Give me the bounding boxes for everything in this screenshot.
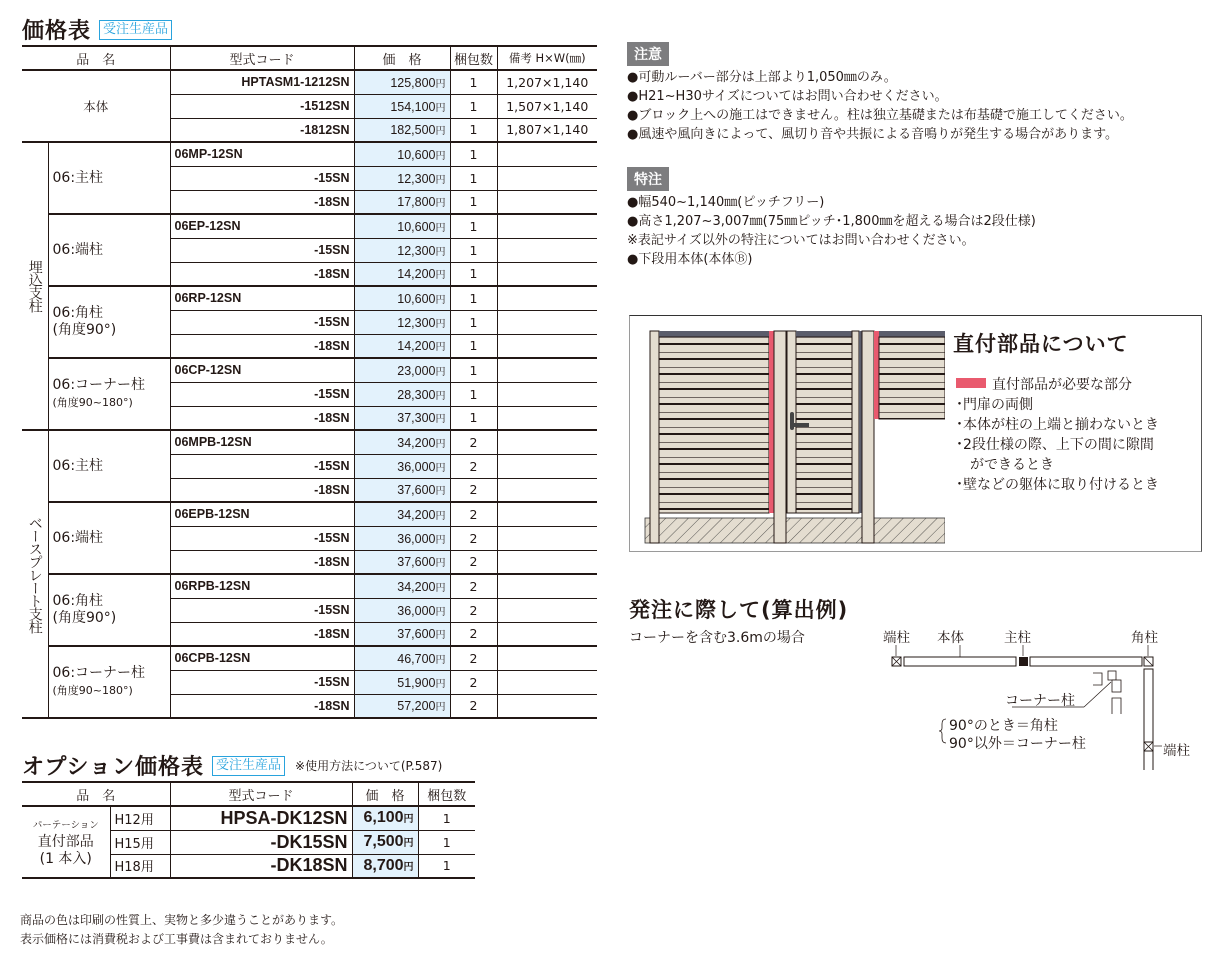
direct-parts-item: ･門扉の両側 [956, 397, 1033, 413]
footer-note: 商品の色は印刷の性質上、実物と多少違うことがあります。 [20, 913, 344, 927]
header-code: 型式コード [170, 46, 354, 70]
price: 37,600円 [354, 478, 450, 502]
memo [497, 310, 597, 334]
memo [497, 694, 597, 718]
label-end-post-bottom: 端柱 [1163, 743, 1190, 759]
price: 125,800円 [354, 70, 450, 94]
header-price: 価 格 [354, 46, 450, 70]
qty: 2 [450, 622, 497, 646]
qty: 1 [450, 310, 497, 334]
price: 46,700円 [354, 646, 450, 670]
model-code: 06RP-12SN [170, 286, 354, 310]
price-table-heading [22, 14, 172, 45]
label-corner-square-post: 角柱 [1131, 630, 1158, 646]
special-order-tag: 特注 [627, 167, 669, 191]
qty: 1 [450, 70, 497, 94]
price: 10,600円 [354, 142, 450, 166]
model-code: HPTASM1-1212SN [170, 70, 354, 94]
option-code: -DK15SN [170, 830, 352, 854]
price: 14,200円 [354, 334, 450, 358]
table-row [22, 574, 597, 598]
option-use: H18用 [110, 854, 170, 878]
qty: 2 [450, 430, 497, 454]
price: 23,000円 [354, 358, 450, 382]
option-price: 8,700円 [352, 854, 418, 878]
option-code: HPSA-DK12SN [170, 806, 352, 830]
qty: 2 [450, 502, 497, 526]
memo [497, 238, 597, 262]
model-code: -15SN [170, 310, 354, 334]
table-row [22, 430, 597, 454]
caution-section [627, 42, 1133, 144]
option-qty: 1 [418, 806, 475, 830]
memo [497, 502, 597, 526]
model-code: 06CP-12SN [170, 358, 354, 382]
memo [497, 670, 597, 694]
model-code: -18SN [170, 262, 354, 286]
price: 154,100円 [354, 94, 450, 118]
footer-notes [20, 911, 343, 949]
price: 28,300円 [354, 382, 450, 406]
model-code: -18SN [170, 334, 354, 358]
item-name-body: 本体 [22, 70, 170, 142]
memo [497, 406, 597, 430]
price: 12,300円 [354, 310, 450, 334]
model-code: -18SN [170, 190, 354, 214]
model-code: -15SN [170, 382, 354, 406]
memo [497, 262, 597, 286]
direct-parts-box [629, 315, 1202, 552]
price: 14,200円 [354, 262, 450, 286]
header-memo: 備考 H×W(㎜) [497, 46, 597, 70]
table-row [22, 502, 597, 526]
order-example-title: 発注に際して(算出例) [629, 598, 849, 622]
model-code: -15SN [170, 598, 354, 622]
price-table-header [22, 46, 597, 70]
memo [497, 550, 597, 574]
rule-other: 90°以外＝コーナー柱 [949, 736, 1086, 752]
special-order-item: ※表記サイズ以外の特注についてはお問い合わせください。 [627, 233, 975, 248]
legend: 直付部品が必要な部分 [956, 375, 1159, 395]
corner-rules [949, 717, 1086, 753]
model-code: 06RPB-12SN [170, 574, 354, 598]
gate-illustration [630, 316, 945, 551]
option-price: 6,100円 [352, 806, 418, 830]
price-table-title: 価格表 [22, 19, 92, 44]
special-order-item: ●高さ1,207~3,007㎜(75㎜ピッチ･1,800㎜を超える場合は2段仕様) [627, 214, 1036, 229]
price: 34,200円 [354, 430, 450, 454]
label-main-post: 主柱 [1004, 630, 1031, 646]
model-code: 06MPB-12SN [170, 430, 354, 454]
qty: 2 [450, 598, 497, 622]
option-table-header [22, 782, 475, 806]
option-code: -DK18SN [170, 854, 352, 878]
price: 17,800円 [354, 190, 450, 214]
qty: 2 [450, 550, 497, 574]
table-row [22, 358, 597, 382]
price: 10,600円 [354, 286, 450, 310]
table-row [22, 286, 597, 310]
price: 182,500円 [354, 118, 450, 142]
price: 57,200円 [354, 694, 450, 718]
memo [497, 622, 597, 646]
price: 10,600円 [354, 214, 450, 238]
model-code: -15SN [170, 526, 354, 550]
option-use: H15用 [110, 830, 170, 854]
option-qty: 1 [418, 854, 475, 878]
qty: 1 [450, 214, 497, 238]
price: 12,300円 [354, 166, 450, 190]
table-row [22, 70, 597, 94]
caution-item: ●ブロック上への施工はできません。柱は独立基礎または布基礎で施工してください。 [627, 108, 1133, 123]
qty: 2 [450, 670, 497, 694]
option-item-line: 直付部品 [37, 833, 94, 850]
price: 36,000円 [354, 598, 450, 622]
made-to-order-badge: 受注生産品 [99, 20, 172, 40]
model-code: -15SN [170, 166, 354, 190]
direct-parts-item: ができるとき [956, 457, 1054, 473]
memo [497, 190, 597, 214]
model-code: -15SN [170, 670, 354, 694]
option-price: 7,500円 [352, 830, 418, 854]
qty: 2 [450, 646, 497, 670]
memo [497, 382, 597, 406]
option-row [22, 806, 475, 830]
qty: 1 [450, 262, 497, 286]
memo [497, 598, 597, 622]
label-body: 本体 [937, 630, 964, 646]
model-code: -1812SN [170, 118, 354, 142]
memo [497, 430, 597, 454]
direct-parts-title: 直付部品について [953, 332, 1129, 356]
qty: 1 [450, 334, 497, 358]
special-order-item: ●下段用本体(本体Ⓑ) [627, 252, 753, 267]
memo [497, 358, 597, 382]
direct-parts-item: ･2段仕様の際、上下の間に隙間 [956, 437, 1154, 453]
qty: 2 [450, 694, 497, 718]
qty: 1 [450, 406, 497, 430]
red-legend-swatch [956, 378, 986, 388]
price: 34,200円 [354, 574, 450, 598]
model-code: 06EP-12SN [170, 214, 354, 238]
memo [497, 454, 597, 478]
price: 12,300円 [354, 238, 450, 262]
option-usage-note: ※使用方法について(P.587) [295, 759, 443, 773]
item-name: 06:端柱 [48, 214, 170, 286]
item-name: 06:コーナー柱 (角度90~180°) [48, 358, 170, 430]
model-code: -18SN [170, 550, 354, 574]
footer-note: 表示価格には消費税および工事費は含まれておりません。 [20, 932, 333, 946]
model-code: -18SN [170, 694, 354, 718]
qty: 2 [450, 526, 497, 550]
memo [497, 646, 597, 670]
section-label-cell [22, 142, 48, 430]
model-code: -18SN [170, 406, 354, 430]
direct-parts-item: ･本体が柱の上端と揃わないとき [956, 417, 1159, 433]
table-row [22, 214, 597, 238]
option-item-line: (1 本入) [39, 850, 92, 867]
price-table [22, 45, 597, 719]
item-name: 06:角柱 (角度90°) [48, 286, 170, 358]
special-order-item: ●幅540~1,140㎜(ピッチフリー) [627, 195, 825, 210]
memo [497, 214, 597, 238]
section-label: ベースプレート支柱 [26, 515, 43, 633]
memo [497, 574, 597, 598]
model-code: -1512SN [170, 94, 354, 118]
model-code: -18SN [170, 622, 354, 646]
label-end-post: 端柱 [883, 630, 910, 646]
option-header-price: 価 格 [352, 782, 418, 806]
option-item-line: パーテーション [32, 819, 99, 831]
table-row [22, 646, 597, 670]
qty: 1 [450, 166, 497, 190]
memo [497, 166, 597, 190]
header-name: 品 名 [22, 46, 170, 70]
model-code: 06EPB-12SN [170, 502, 354, 526]
memo: 1,807×1,140 [497, 118, 597, 142]
price: 51,900円 [354, 670, 450, 694]
direct-parts-item: ･壁などの躯体に取り付けるとき [956, 477, 1159, 493]
caution-item: ●可動ルーバー部分は上部より1,050㎜のみ。 [627, 70, 897, 85]
memo: 1,207×1,140 [497, 70, 597, 94]
direct-parts-list [956, 375, 1159, 495]
option-made-to-order-badge: 受注生産品 [212, 756, 285, 776]
item-name: 06:コーナー柱 (角度90~180°) [48, 646, 170, 718]
qty: 1 [450, 358, 497, 382]
section-label: 埋込支柱 [26, 260, 43, 312]
item-name: 06:端柱 [48, 502, 170, 574]
option-header-code: 型式コード [170, 782, 352, 806]
memo [497, 334, 597, 358]
option-header-name: 品 名 [22, 782, 170, 806]
option-table-heading [22, 750, 442, 781]
memo [497, 478, 597, 502]
qty: 1 [450, 94, 497, 118]
model-code: 06MP-12SN [170, 142, 354, 166]
price: 36,000円 [354, 526, 450, 550]
order-example-subtitle: コーナーを含む3.6mの場合 [629, 630, 805, 646]
qty: 2 [450, 454, 497, 478]
qty: 1 [450, 286, 497, 310]
option-use: H12用 [110, 806, 170, 830]
caution-tag: 注意 [627, 42, 669, 66]
model-code: -18SN [170, 478, 354, 502]
option-item-name [22, 806, 110, 878]
option-qty: 1 [418, 830, 475, 854]
item-name: 06:主柱 [48, 430, 170, 502]
qty: 1 [450, 118, 497, 142]
qty: 1 [450, 238, 497, 262]
caution-item: ●風速や風向きによって、風切り音や共振による音鳴りが発生する場合があります。 [627, 127, 1119, 142]
option-table [22, 781, 475, 879]
price: 37,300円 [354, 406, 450, 430]
rule-90: 90°のとき＝角柱 [949, 718, 1058, 734]
price: 34,200円 [354, 502, 450, 526]
section-label-cell [22, 430, 48, 718]
model-code: 06CPB-12SN [170, 646, 354, 670]
table-row [22, 142, 597, 166]
qty: 1 [450, 142, 497, 166]
memo [497, 286, 597, 310]
qty: 1 [450, 382, 497, 406]
qty: 2 [450, 478, 497, 502]
memo: 1,507×1,140 [497, 94, 597, 118]
option-table-title: オプション価格表 [22, 755, 205, 780]
option-header-qty: 梱包数 [418, 782, 475, 806]
price: 36,000円 [354, 454, 450, 478]
memo [497, 526, 597, 550]
label-corner-post: コーナー柱 [1005, 693, 1075, 709]
memo [497, 142, 597, 166]
header-qty: 梱包数 [450, 46, 497, 70]
special-order-section [627, 167, 1036, 269]
item-name: 06:主柱 [48, 142, 170, 214]
model-code: -15SN [170, 454, 354, 478]
model-code: -15SN [170, 238, 354, 262]
caution-item: ●H21~H30サイズについてはお問い合わせください。 [627, 89, 948, 104]
qty: 1 [450, 190, 497, 214]
price: 37,600円 [354, 622, 450, 646]
item-name: 06:角柱 (角度90°) [48, 574, 170, 646]
qty: 2 [450, 574, 497, 598]
price: 37,600円 [354, 550, 450, 574]
